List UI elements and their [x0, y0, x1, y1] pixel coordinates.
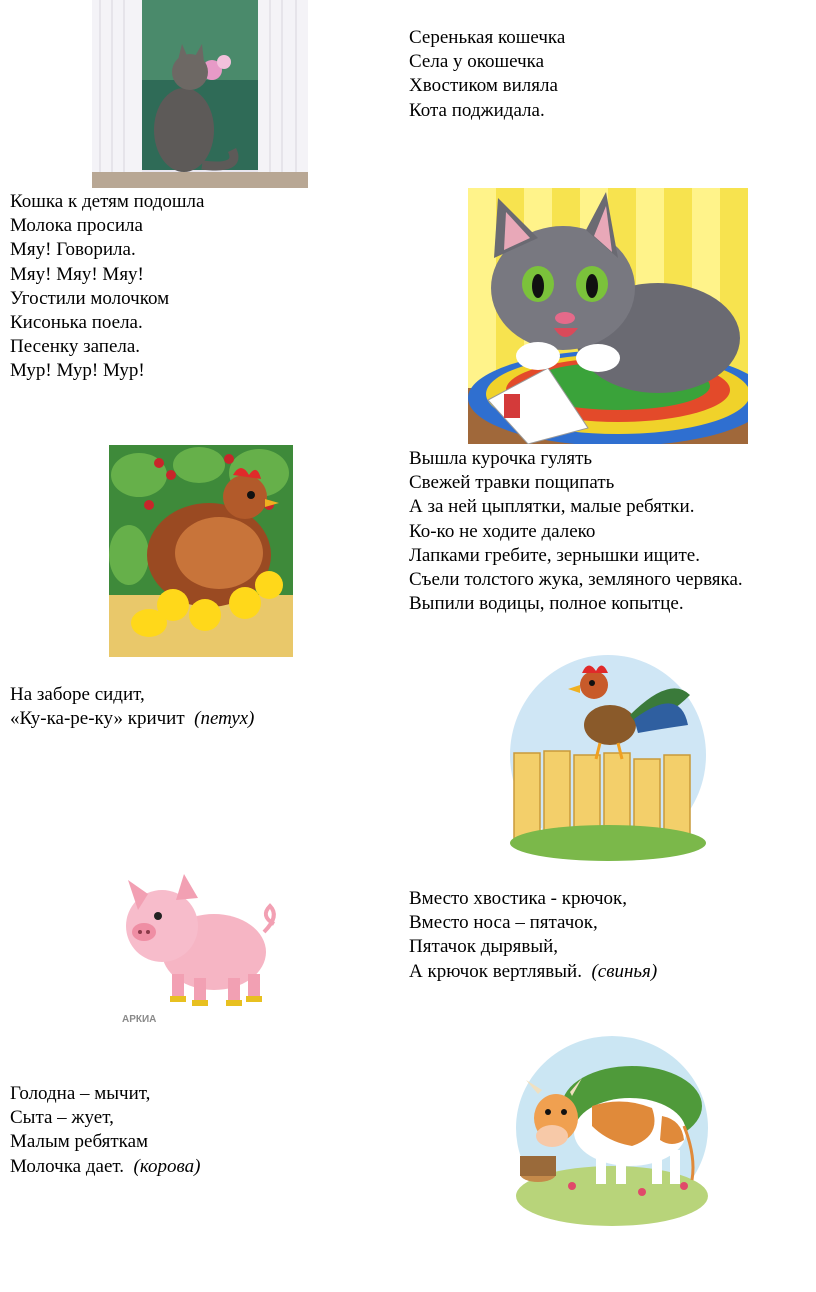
riddle-answer: (свинья) — [591, 960, 658, 982]
poem-line: Серенькая кошечка — [409, 27, 566, 48]
piglet-image — [110, 866, 286, 1030]
poem-line: А за ней цыплятки, малые ребятки. — [409, 496, 695, 518]
poem-line: Хвостиком виляла — [409, 75, 558, 97]
riddle-answer: (корова) — [133, 1155, 201, 1177]
poem-line: Ко-ко не ходите далеко — [409, 520, 596, 542]
poem-line: Съели толстого жука, земляного червяка. — [409, 569, 743, 591]
poem-line: Мяу! Говорила. — [10, 239, 136, 261]
poem-hen — [409, 447, 743, 616]
riddle-line: Малым ребяткам — [10, 1131, 149, 1153]
cat-window-image — [92, 0, 308, 188]
poem-line: Лапками гребите, зернышки ищите. — [409, 544, 700, 566]
riddle-line: Вместо хвостика - крючок, — [409, 888, 627, 909]
riddle-answer: (петух) — [194, 708, 255, 730]
riddle-line: Сыта – жует, — [10, 1107, 114, 1129]
poem-line: Свежей травки пощипать — [409, 472, 615, 494]
poem-line: Кисонька поела. — [10, 312, 143, 334]
riddle-rooster — [10, 683, 254, 731]
rooster-image — [510, 655, 706, 863]
poem-line: Угостили молочком — [10, 287, 170, 309]
riddle-line: «Ку-ка-ре-ку» кричит (петух) — [10, 708, 255, 730]
poem-line: Мур! Мур! Мур! — [10, 360, 145, 382]
hen-chicks-image — [109, 445, 293, 657]
arkia-watermark: АРКИА — [122, 1014, 157, 1025]
poem-line: Выпили водицы, полное копытце. — [409, 593, 684, 615]
riddle-line: Молочка дает. (корова) — [10, 1155, 201, 1177]
riddle-line: Пятачок дырявый, — [409, 936, 559, 958]
riddle-line: А крючок вертлявый. (свинья) — [409, 960, 658, 982]
riddle-line: Голодна – мычит, — [10, 1083, 151, 1104]
riddle-pig — [409, 887, 657, 984]
poem-line: Песенку запела. — [10, 336, 141, 358]
poem-gray-cat — [409, 26, 565, 123]
poem-cat-milk — [10, 190, 204, 384]
poem-line: Молока просила — [10, 215, 143, 237]
riddle-cow — [10, 1082, 200, 1179]
poem-line: Вышла курочка гулять — [409, 448, 593, 469]
riddle-line: На заборе сидит, — [10, 684, 145, 705]
gray-kitten-image — [468, 188, 748, 444]
poem-line: Кота поджидала. — [409, 99, 545, 121]
poem-line: Мяу! Мяу! Мяу! — [10, 263, 144, 285]
poem-line: Кошка к детям подошла — [10, 191, 205, 212]
riddle-line: Вместо носа – пятачок, — [409, 912, 598, 934]
poem-line: Села у окошечка — [409, 51, 545, 73]
cow-image — [512, 1036, 710, 1226]
